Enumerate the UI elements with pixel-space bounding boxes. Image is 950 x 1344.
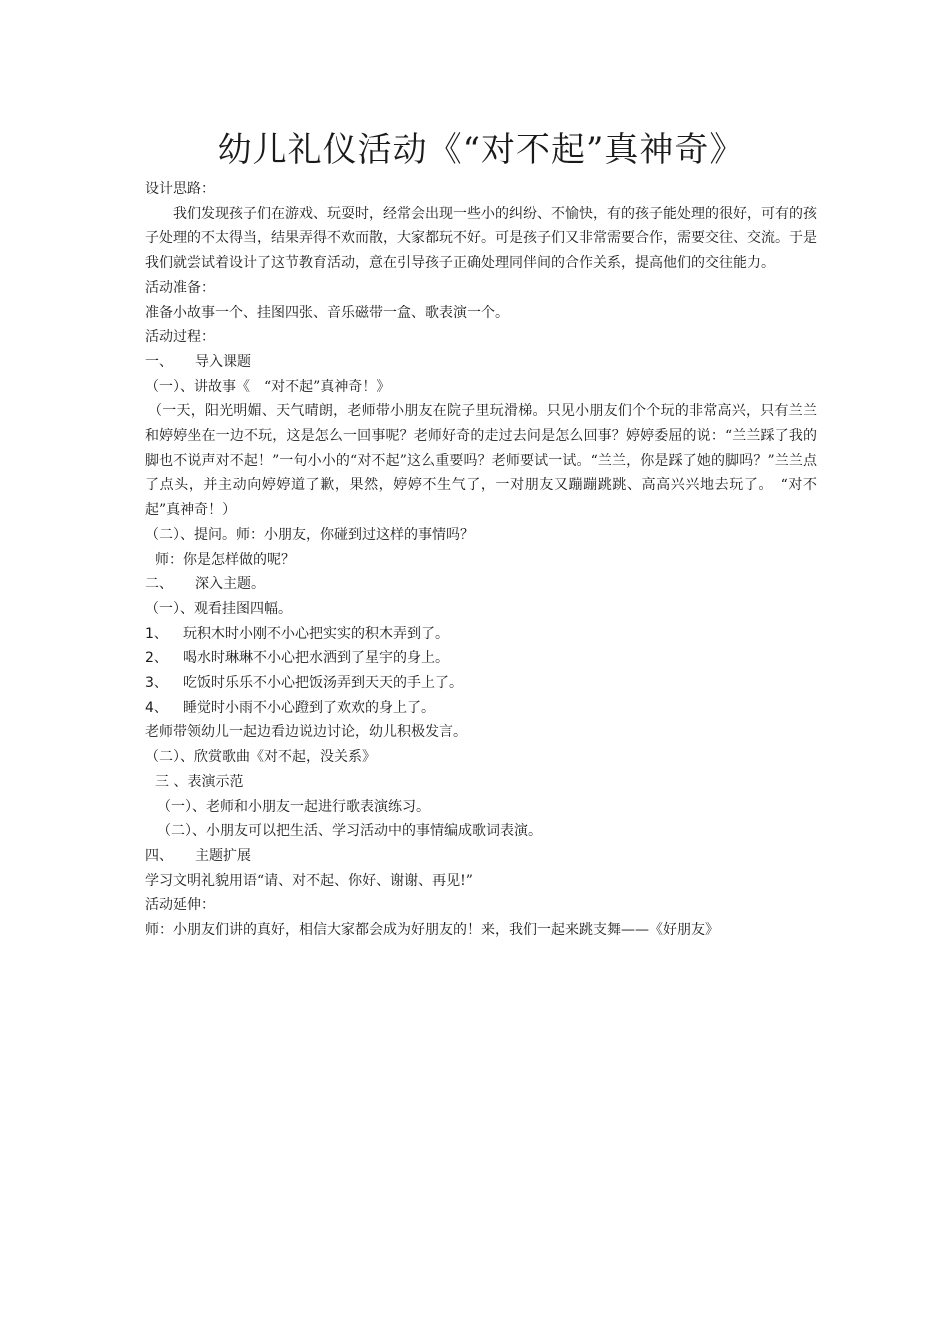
list-item [145, 696, 817, 721]
list-item [145, 622, 817, 647]
list-item-text: 喝水时琳琳不小心把水洒到了星宇的身上。 [183, 650, 449, 667]
list-item-number: 1、 [145, 625, 168, 642]
section-3-heading: 三 、表演示范 [155, 773, 244, 790]
section-1-sub-2: （二）、提问。师：小朋友，你碰到过这样的事情吗？ [145, 526, 474, 543]
section-4-body: 学习文明礼貌用语“请、对不起、你好、谢谢、再见!” [145, 872, 473, 889]
section-4-number: 四、 [145, 847, 173, 864]
extension-body: 师：小朋友们讲的真好，相信大家都会成为好朋友的！来，我们一起来跳支舞——《好朋友》 [145, 922, 719, 939]
section-1-sub-1: （一）、讲故事《 “对不起”真神奇！》 [145, 378, 391, 395]
section-1-question: 师：你是怎样做的呢？ [155, 551, 295, 568]
section-2-note: 老师带领幼儿一起边看边说边讨论，幼儿积极发言。 [145, 724, 467, 741]
section-1-heading [145, 350, 817, 375]
section-4-heading [145, 844, 817, 869]
story-paragraph: （一天，阳光明媚、天气晴朗，老师带小朋友在院子里玩滑梯。只见小朋友们个个玩的非常高兴，只有兰兰和婷婷坐在一边不玩，这是怎么一回事呢？老师好奇的走过去问是怎么回事？婷婷委屈的说：“兰兰踩了我的脚也不说声对不起！”一句小小的“对不起”这么重要吗？老师要试一试。“兰兰，你是踩了她的脚吗？”兰兰点了点头，并主动向婷婷道了歉，果然，婷婷不生气了，一对朋友又蹦蹦跳跳、高高兴兴地去玩了。 “对不起”真神奇！） [145, 403, 817, 519]
list-item-number: 3、 [145, 675, 168, 692]
section-2-title: 深入主题。 [195, 576, 265, 593]
list-item-number: 2、 [145, 650, 168, 667]
prep-body: 准备小故事一个、挂图四张、音乐磁带一盒、歌表演一个。 [145, 304, 509, 321]
prep-heading: 活动准备： [145, 279, 215, 296]
section-1-title: 导入课题 [195, 353, 251, 370]
document-page [145, 125, 817, 943]
list-item-text: 睡觉时小雨不小心蹬到了欢欢的身上了。 [183, 699, 435, 716]
list-item-text: 吃饭时乐乐不小心把饭汤弄到天天的手上了。 [183, 675, 463, 692]
section-4-title: 主题扩展 [195, 847, 251, 864]
section-2-sub-2: （二）、欣赏歌曲《对不起，没关系》 [145, 749, 376, 766]
design-body: 我们发现孩子们在游戏、玩耍时，经常会出现一些小的纠纷、不愉快，有的孩子能处理的很好，可有的孩子处理的不太得当，结果弄得不欢而散，大家都玩不好。可是孩子们又非常需要合作，需要交往、交流。于是我们就尝试着设计了这节教育活动，意在引导孩子正确处理同伴间的合作关系，提高他们的交往能力。 [145, 205, 817, 272]
section-3-sub-2: （二）、小朋友可以把生活、学习活动中的事情编成歌词表演。 [157, 823, 542, 840]
extension-heading: 活动延伸： [145, 897, 215, 914]
section-1-number: 一、 [145, 353, 173, 370]
process-heading: 活动过程： [145, 329, 215, 346]
list-item [145, 671, 817, 696]
list-item [145, 646, 817, 671]
section-2-number: 二、 [145, 576, 173, 593]
document-title: 幼儿礼仪活动《“对不起”真神奇》 [217, 130, 745, 170]
section-3-sub-1: （一）、老师和小朋友一起进行歌表演练习。 [157, 798, 430, 815]
section-2-heading [145, 572, 817, 597]
list-item-number: 4、 [145, 699, 168, 716]
list-item-text: 玩积木时小刚不小心把实实的积木弄到了。 [183, 625, 449, 642]
section-2-sub-1: （一）、观看挂图四幅。 [145, 600, 292, 617]
design-heading: 设计思路： [145, 181, 215, 197]
